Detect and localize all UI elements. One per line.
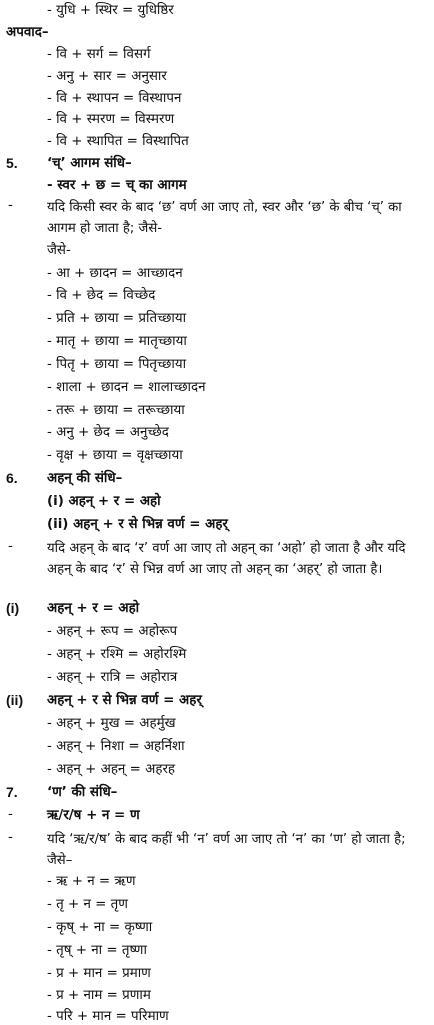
section-number: 7. — [6, 784, 18, 800]
text-line: ‘ण’ की संधि– — [47, 785, 118, 800]
text-line: अहन् + र = अहो — [47, 601, 140, 616]
text-line: - पितृ + छाया = पितृच्छाया — [47, 357, 187, 372]
text-line: - मातृ + छाया = मातृच्छाया — [47, 334, 187, 349]
text-line: - स्वर + छ = च् का आगम — [47, 178, 187, 193]
text-line: - वि + स्मरण = विस्मरण — [47, 112, 175, 127]
text-line: - प्र + नाम = प्रणाम — [47, 988, 151, 1003]
text-line: - अहन् + अहन् = अहरह — [47, 762, 176, 777]
text-line: जैसे- — [47, 243, 71, 258]
text-line: - परि + मान = परिमाण — [47, 1009, 169, 1024]
text-line: - अहन् + रात्रि = अहोरात्र — [47, 670, 178, 685]
rule-paragraph: यदि ‘ऋ/र/ष’ के बाद कहीं भी ‘न’ वर्ण आ जाए तो ‘न’ का ‘ण’ हो जाता है; जैसे– — [47, 832, 406, 868]
text-line: - वि + स्थापित = विस्थापित — [47, 134, 189, 149]
bullet-dash: - — [8, 807, 13, 822]
text-line: - अहन् + निशा = अहर्निशा — [47, 739, 185, 754]
text-line: - ऋ + न = ऋण — [47, 874, 136, 889]
text-line: अहन् की संधि– — [47, 471, 123, 486]
text-line: - अनु + छेद = अनुच्छेद — [47, 425, 169, 440]
rule-paragraph: यदि अहन् के बाद ‘र’ वर्ण आ जाए तो अहन् का ‘अहो’ हो जाता है और यदि अहन् के बाद ‘र’ से भिन्न वर्ण आ जाए तो अहन् का ‘अहर्’ हो जाता है। — [47, 541, 406, 577]
text-line: - प्रति + छाया = प्रतिच्छाया — [47, 311, 187, 326]
text-line: - अहन् + रश्मि = अहोरश्मि — [47, 647, 187, 662]
section-number: 6. — [6, 470, 18, 486]
text-line: ‘च्’ आगम संधि– — [47, 156, 132, 171]
section-number: (i) — [6, 600, 20, 616]
section-number: (ii) — [6, 692, 24, 708]
bullet-dash: - — [8, 539, 13, 554]
bullet-dash: - — [8, 830, 13, 845]
text-line: - शाला + छादन = शालाच्छादन — [47, 380, 206, 395]
text-line: - तृ + न = तृण — [47, 897, 128, 912]
text-line: - तृष् + ना = तृष्णा — [47, 943, 147, 958]
text-line: - अहन् + मुख = अहर्मुख — [47, 716, 176, 731]
text-line: ऋ/र/ष + न = ण — [47, 808, 140, 823]
text-line: अपवाद– — [6, 25, 49, 40]
text-line: - वि + सर्ग = विसर्ग — [47, 47, 151, 62]
text-line: - वृक्ष + छाया = वृक्षच्छाया — [47, 448, 183, 463]
bullet-dash: - — [8, 198, 13, 213]
text-line: - प्र + मान = प्रमाण — [47, 966, 151, 981]
text-line: अहन् + र से भिन्न वर्ण = अहर् — [47, 693, 202, 708]
section-number: 5. — [6, 155, 18, 171]
text-line: - अहन् + रूप = अहोरूप — [47, 624, 178, 639]
text-line: - अनु + सार = अनुसार — [47, 69, 167, 84]
text-line: - कृष् + ना = कृष्णा — [47, 920, 153, 935]
text-line: - आ + छादन = आच्छादन — [47, 266, 183, 281]
text-line: - वि + स्थापन = विस्थापन — [47, 91, 182, 106]
text-line: (i) अहन् + र = अहो — [47, 494, 161, 509]
text-line: - तरू + छाया = तरूच्छाया — [47, 403, 185, 418]
rule-paragraph: यदि किसी स्वर के बाद ‘छ’ वर्ण आ जाए तो, स्वर और ‘छ’ के बीच ‘च्’ का आगम हो जाता है; जैसे- — [47, 200, 402, 236]
text-line: - वि + छेद = विच्छेद — [47, 288, 156, 303]
text-line: - युधि + स्थिर = युधिष्ठिर — [47, 3, 174, 18]
text-line: (ii) अहन् + र से भिन्न वर्ण = अहर् — [47, 517, 228, 532]
